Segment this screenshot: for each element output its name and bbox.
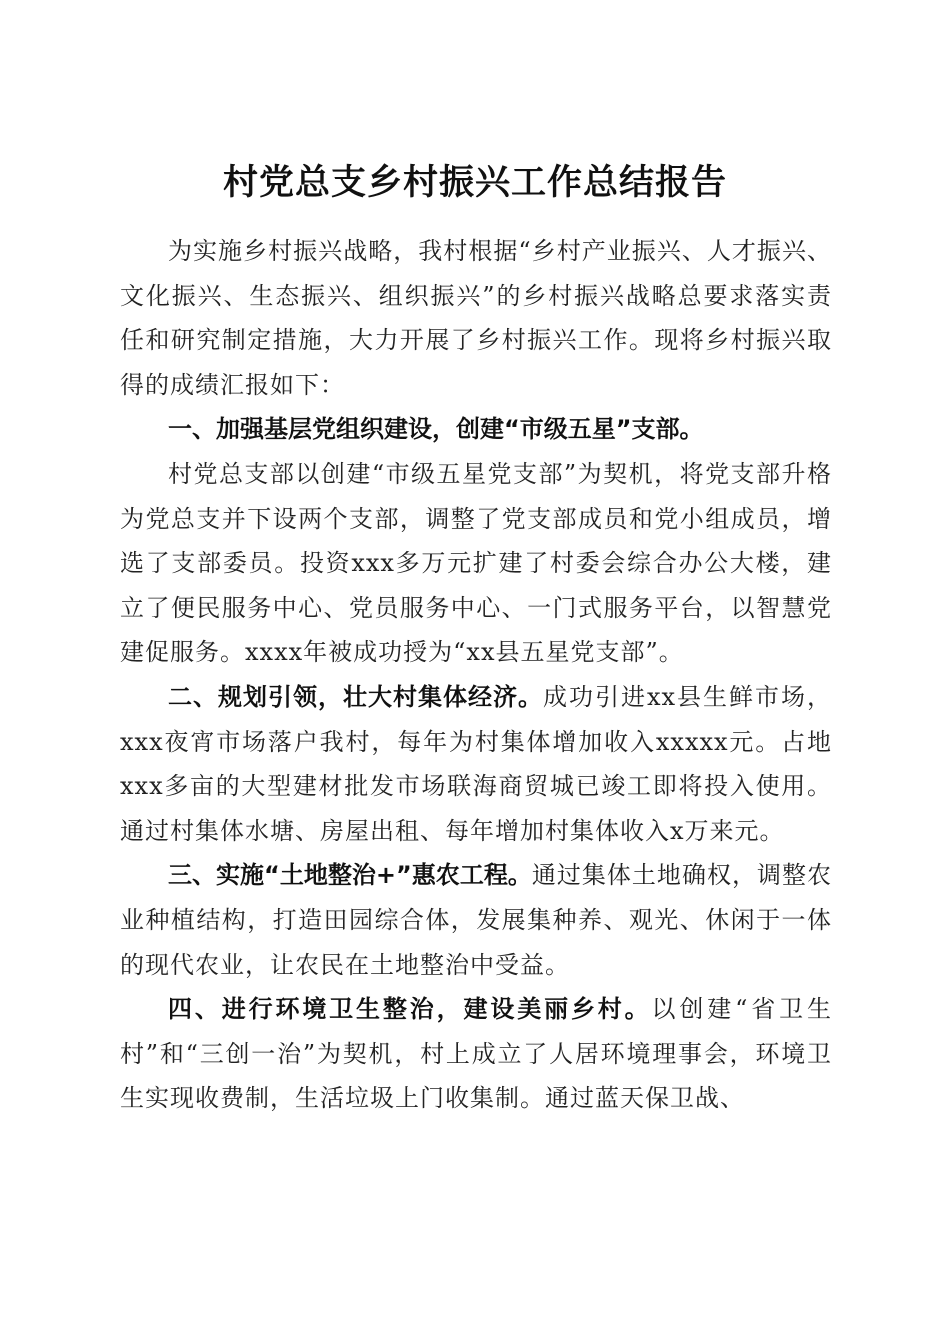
section-4-heading: 四、进行环境卫生整治，建设美丽乡村。	[168, 995, 652, 1024]
section-2-heading: 二、规划引领，壮大村集体经济。	[168, 682, 543, 711]
intro-paragraph: 为实施乡村振兴战略，我村根据“乡村产业振兴、人才振兴、文化振兴、生态振兴、组织振兴”的乡村振兴战略总要求落实责任和研究制定措施，大力开展了乡村振兴工作。现将乡村振兴取得的成绩汇报如下：	[120, 237, 832, 399]
section-3-body: 通过集体土地确权，调整农业种植结构，打造田园综合体，发展集种养、观光、休闲于一体的现代农业，让农民在土地整治中受益。	[120, 861, 833, 979]
section-3-paragraph	[120, 853, 832, 987]
section-1-body-paragraph	[120, 452, 832, 675]
document-title: 村党总支乡村振兴工作总结报告	[222, 162, 727, 204]
section-4-body: 以创建“省卫生村”和“三创一治”为契机，村上成立了人居环境理事会，环境卫生实现收费制，生活垃圾上门收集制。通过蓝天保卫战、	[120, 995, 832, 1113]
section-4-paragraph	[120, 987, 832, 1121]
section-1-paragraph	[120, 407, 832, 452]
section-3-heading: 三、实施“土地整治+”惠农工程。	[168, 861, 532, 890]
section-2-body: 成功引进xx县生鲜市场，xxx夜宵市场落户我村，每年为村集体增加收入xxxxx元。占地xxx多亩的大型建材批发市场联海商贸城已竣工即将投入使用。通过村集体水塘、房屋出租、每年增加村集体收入x万来元。	[120, 682, 832, 845]
section-2-paragraph	[120, 675, 832, 853]
section-1-heading: 一、加强基层党组织建设，创建“市级五星”支部。	[168, 415, 704, 444]
document-body	[120, 229, 832, 1121]
section-1-body: 村党总支部以创建“市级五星党支部”为契机，将党支部升格为党总支并下设两个支部，调整了党支部成员和党小组成员，增选了支部委员。投资xxx多万元扩建了村委会综合办公大楼，建立了便民服务中心、党员服务中心、一门式服务平台，以智慧党建促服务。xxxx年被成功授为“xx县五星党支部”。	[120, 459, 832, 667]
